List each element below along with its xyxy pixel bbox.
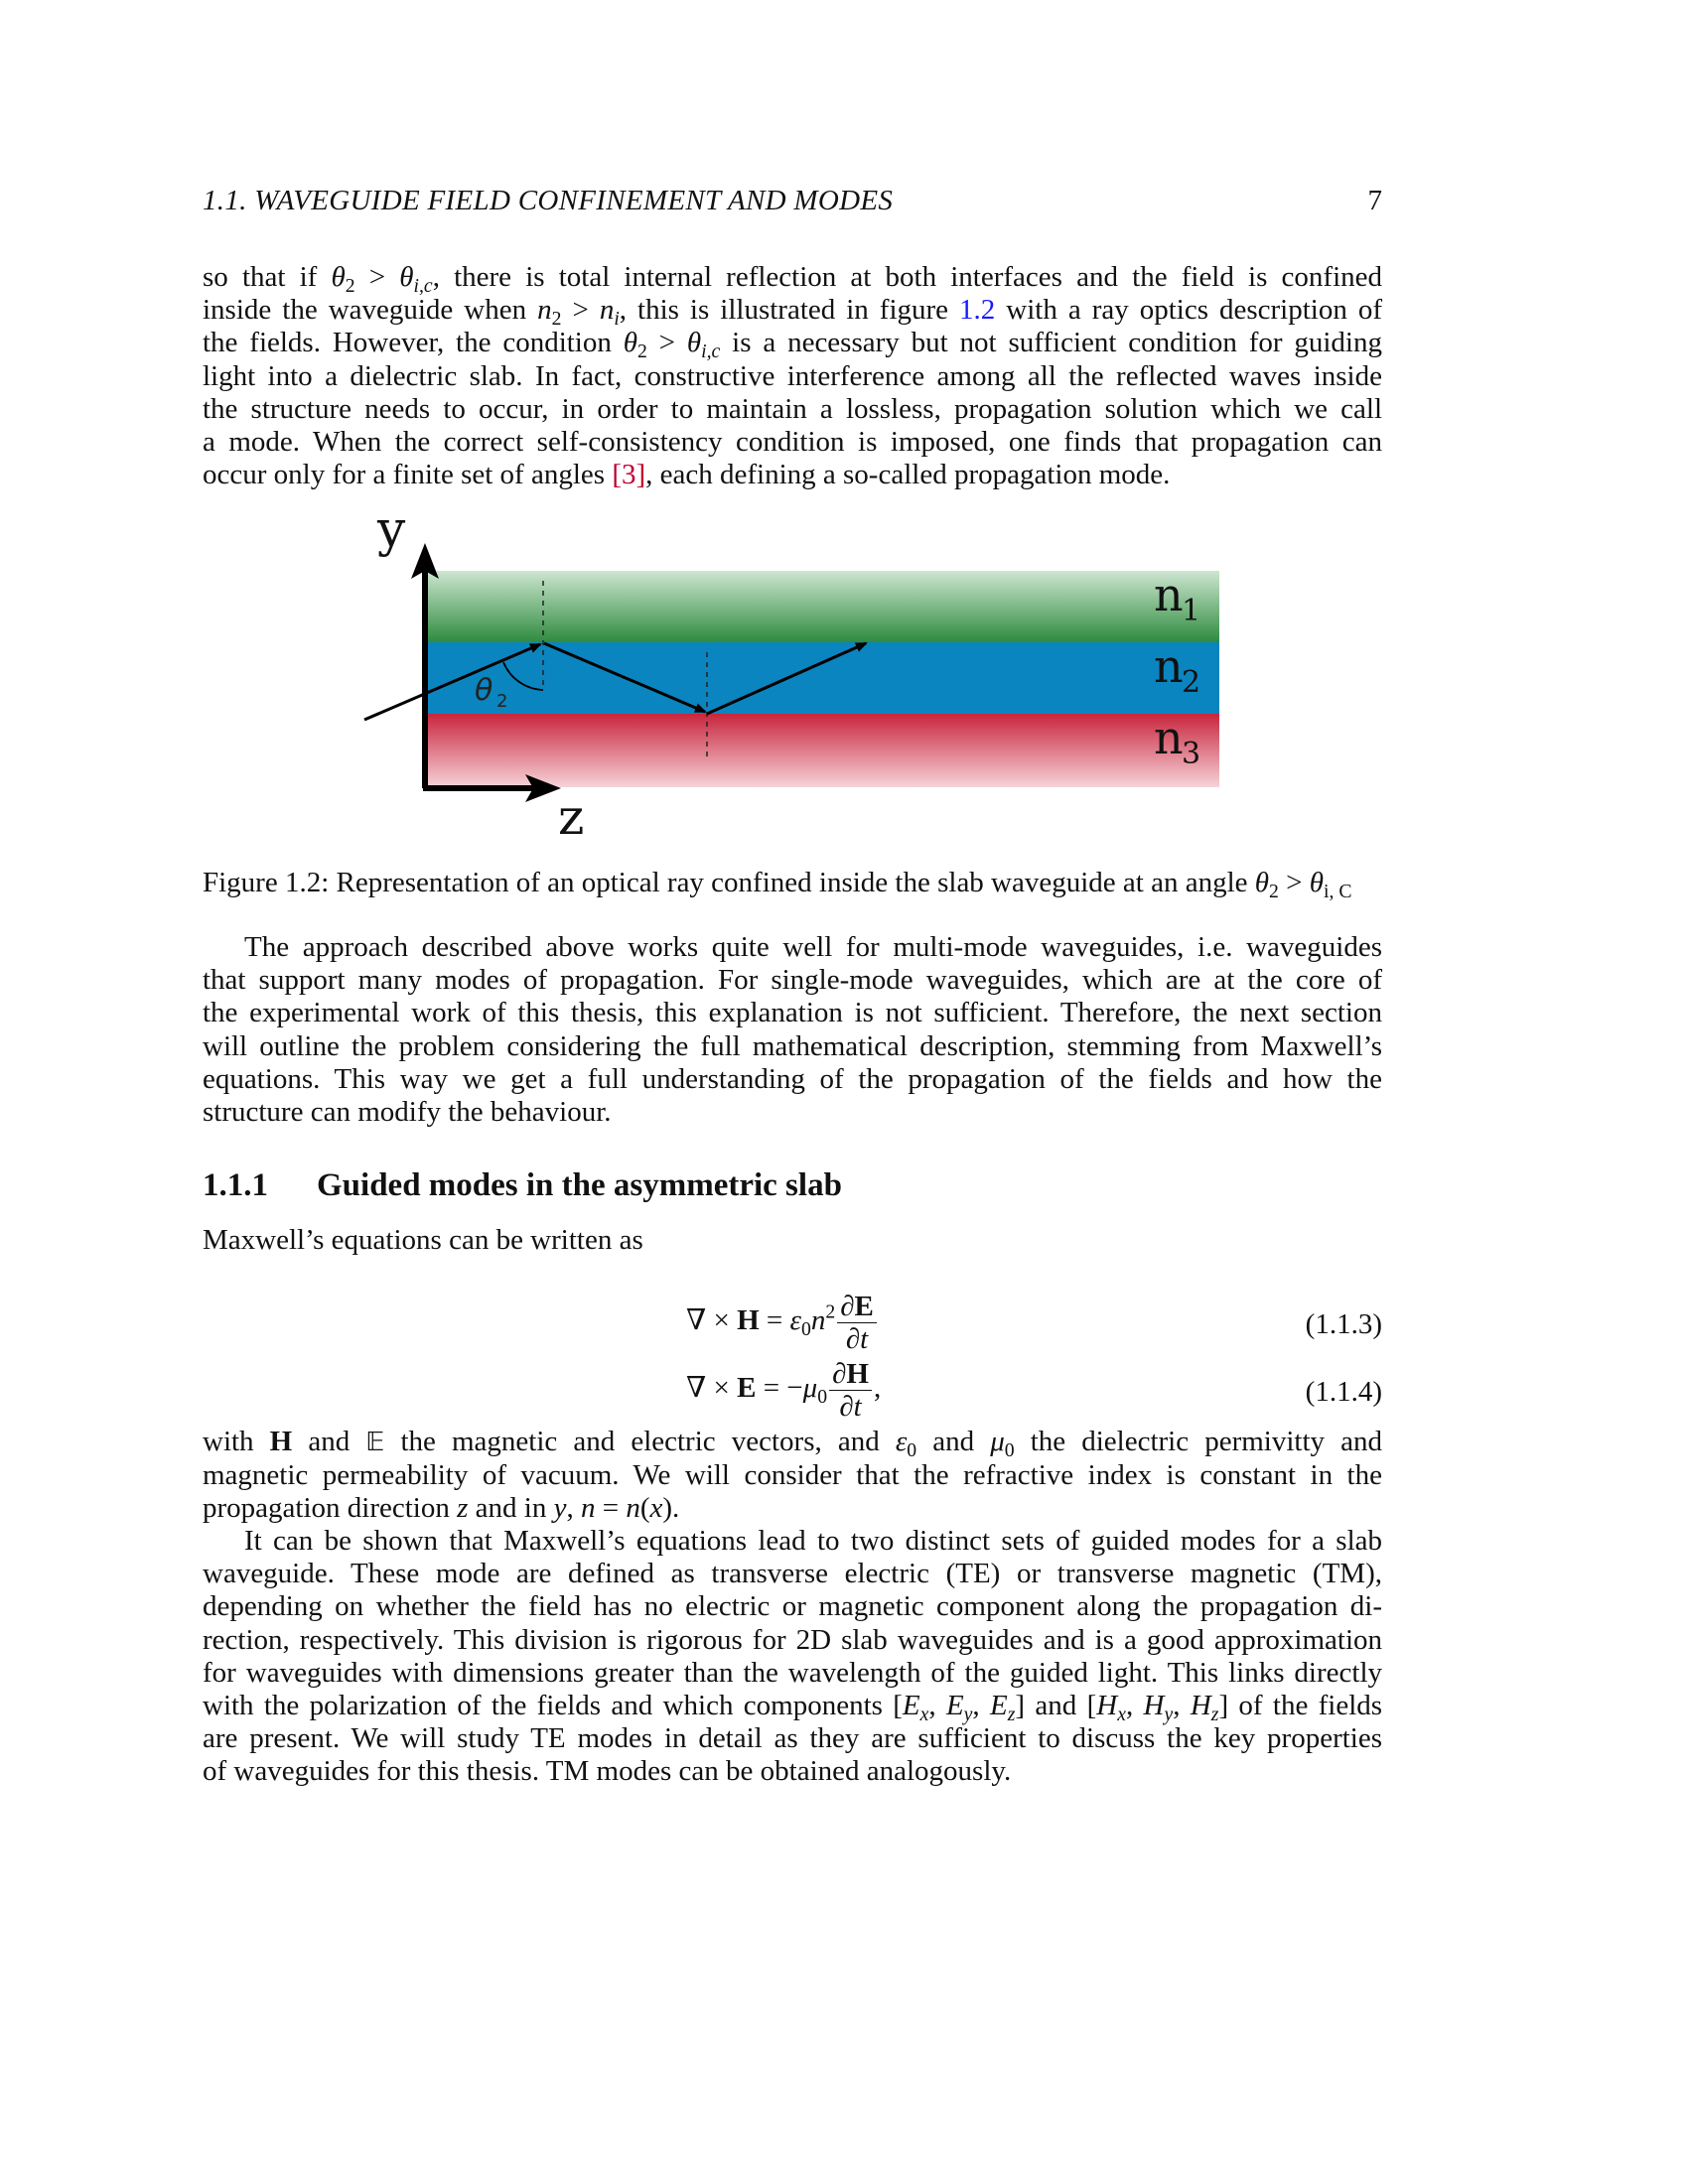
n3-subscript: 3 (1182, 737, 1201, 771)
paragraph-3: with H and 𝔼 the magnetic and electric vectors, and $\varepsilon_0$ and $\mu_0$ the dielectric permivitty and magnetic permeability of vacuum. We will consider that the refractive index is constant in the propagation direction z and in y, n = n(x). (203, 1426, 1382, 1525)
paragraph-4: It can be shown that Maxwell’s equations lead to two distinct sets of guided modes for a slab waveguide. These mode are defined as transverse electric (TE) or transverse magnetic (TM), depending on whether the field has no electric or magnetic component along the propagation di- rection, respectively. This division is rigorous for 2D slab waveguides and is a good approximation for waveguides with dimensions greater than the wavelength of the guided light. This links directly with the polarization of the fields and which components [$E_x$, $E_y$, $E_z$] and [$H_x$, $H_y$, $H_z$] of the fields are present. We will study TE modes in detail as they are sufficient to discuss the key properties of waveguides for this thesis. TM modes can be obtained analogously. (203, 1525, 1383, 1788)
section-number: 1.1.1 (203, 1167, 268, 1203)
equation-1: ∇ × $H = \varepsilon_0n^2$ $\frac{\partial E}{\partial t}$ (1.1.3) (686, 1291, 1382, 1355)
slab-waveguide-figure (338, 501, 1231, 849)
paragraph-2: The approach described above works quite well for multi-mode waveguides, i.e. waveguides that support many modes of propagation. For single-mode waveguides, which are at the core of the experimental work of this thesis, this explanation is not sufficient. Therefore, the next section will outline the problem considering the full mathematical description, stemming from Maxwell’s equations. This way we get a full understanding of the propagation of the fields and how the structure can modify the behaviour. (203, 931, 1382, 1129)
n1-label: n (1154, 568, 1184, 621)
section-title: Guided modes in the asymmetric slab (317, 1167, 842, 1203)
theta-label: θ (475, 673, 493, 708)
n2-label: n (1154, 639, 1184, 693)
core-layer (425, 642, 1219, 714)
figure-ref-link[interactable]: 1.2 (959, 294, 996, 327)
equation-2: ∇ × $E = -\mu_0$ $\frac{\partial H}{\partial t}$ , (1.1.4) (686, 1358, 1382, 1423)
n2-subscript: 2 (1182, 665, 1201, 700)
z-axis-label: z (558, 788, 585, 846)
cladding-top-layer (425, 571, 1219, 642)
substrate-layer (425, 714, 1219, 787)
citation-link[interactable]: [3] (612, 459, 646, 491)
figure-caption: Figure 1.2: Representation of an optical ray confined inside the slab waveguide at an angle $\theta_2 > \theta_{i, C}$ (203, 867, 1352, 902)
paragraph-1: so that if $\theta_2 > \theta_{i,c}$, there is total internal reflection at both interfaces and the field is confined inside the waveguide when $n_2 > n_i$, this is illustrated in figure 1.2 with a ray optics description of the fields. However, the condition $\theta_2 > \theta_{i,c}$ is a necessary but not sufficient condition for guiding light into a dielectric slab. In fact, constructive interference among all the reflected waves inside the structure needs to occur, in order to maintain a lossless, propagation solution which we call a mode. When the correct self-consistency condition is imposed, one finds that propagation can occur only for a finite set of angles [3], each defining a so-called propagation mode. (203, 261, 1382, 491)
equation-2-number: (1.1.4) (1305, 1376, 1382, 1408)
running-header: 1.1. WAVEGUIDE FIELD CONFINEMENT AND MODES (203, 185, 894, 216)
section-heading (203, 1167, 842, 1204)
equations-intro: Maxwell’s equations can be written as (203, 1224, 643, 1256)
page-number: 7 (1367, 185, 1382, 216)
equation-1-number: (1.1.3) (1305, 1308, 1382, 1340)
n3-label: n (1154, 711, 1184, 764)
y-axis-label: y (377, 501, 406, 558)
n1-subscript: 1 (1182, 594, 1201, 628)
theta-subscript: 2 (496, 691, 508, 712)
